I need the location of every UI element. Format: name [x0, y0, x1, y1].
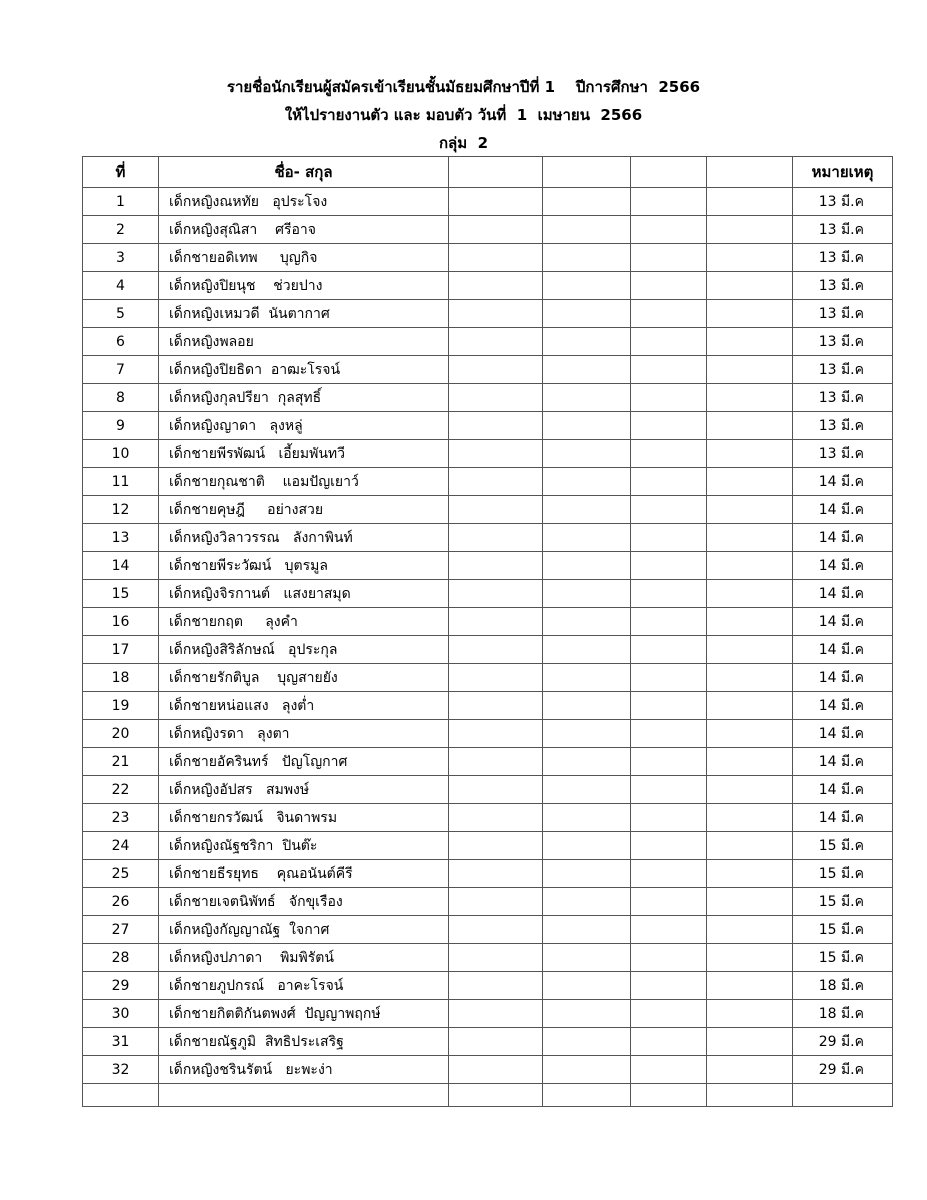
row-name: เด็กชายอดิเทพ บุญกิจ	[159, 244, 449, 272]
row-blank-3	[631, 1056, 707, 1084]
row-number: 25	[83, 860, 159, 888]
table-row	[83, 188, 893, 216]
row-blank-3	[631, 328, 707, 356]
row-blank-1	[449, 216, 543, 244]
row-number: 8	[83, 384, 159, 412]
row-note: 13 มี.ค	[793, 440, 893, 468]
row-name: เด็กหญิงปิยนุช ช่วยปาง	[159, 272, 449, 300]
row-blank-2	[543, 496, 631, 524]
row-blank-1	[449, 608, 543, 636]
row-blank-4	[707, 748, 793, 776]
row-blank-4	[707, 468, 793, 496]
row-name: เด็กหญิงสุณิสา ศรีอาจ	[159, 216, 449, 244]
row-note: 13 มี.ค	[793, 300, 893, 328]
row-number: 32	[83, 1056, 159, 1084]
row-blank-3	[631, 860, 707, 888]
row-blank-1	[449, 916, 543, 944]
table-row	[83, 496, 893, 524]
row-note: 29 มี.ค	[793, 1056, 893, 1084]
row-blank-2	[543, 356, 631, 384]
table-row	[83, 216, 893, 244]
row-name: เด็กหญิงณหทัย อุประโจง	[159, 188, 449, 216]
row-blank-4	[707, 1056, 793, 1084]
row-name: เด็กหญิงปิยธิดา อาฒะโรจน์	[159, 356, 449, 384]
row-name: เด็กหญิงรดา ลุงตา	[159, 720, 449, 748]
row-number: 15	[83, 580, 159, 608]
row-note: 15 มี.ค	[793, 944, 893, 972]
row-blank-2	[543, 888, 631, 916]
table-row-empty	[83, 1084, 893, 1107]
row-note: 14 มี.ค	[793, 580, 893, 608]
row-name: เด็กหญิงกัญญาณัฐ ใจกาศ	[159, 916, 449, 944]
row-blank-3	[631, 776, 707, 804]
row-blank-1	[449, 944, 543, 972]
row-number: 12	[83, 496, 159, 524]
row-blank-3	[631, 748, 707, 776]
row-blank-2	[543, 804, 631, 832]
row-blank-1	[449, 972, 543, 1000]
row-blank-4	[707, 1000, 793, 1028]
row-note: 14 มี.ค	[793, 496, 893, 524]
row-number: 5	[83, 300, 159, 328]
row-blank-3	[631, 888, 707, 916]
row-number: 4	[83, 272, 159, 300]
table-row	[83, 832, 893, 860]
row-blank-3	[631, 972, 707, 1000]
row-blank-3	[631, 692, 707, 720]
row-number: 9	[83, 412, 159, 440]
row-name: เด็กชายอัครินทร์ ปัญโญกาศ	[159, 748, 449, 776]
row-blank-2	[543, 972, 631, 1000]
row-note: 15 มี.ค	[793, 860, 893, 888]
row-number: 3	[83, 244, 159, 272]
empty-cell	[159, 1084, 449, 1107]
row-blank-1	[449, 888, 543, 916]
row-blank-4	[707, 804, 793, 832]
table-row	[83, 328, 893, 356]
row-blank-4	[707, 328, 793, 356]
row-blank-2	[543, 468, 631, 496]
empty-cell	[631, 1084, 707, 1107]
row-blank-1	[449, 1056, 543, 1084]
row-blank-2	[543, 1056, 631, 1084]
row-name: เด็กชายภูปกรณ์ อาคะโรจน์	[159, 972, 449, 1000]
row-blank-4	[707, 776, 793, 804]
row-blank-2	[543, 944, 631, 972]
row-blank-2	[543, 1028, 631, 1056]
header-note: หมายเหตุ	[793, 157, 893, 188]
row-blank-4	[707, 524, 793, 552]
row-blank-4	[707, 496, 793, 524]
row-blank-2	[543, 552, 631, 580]
header-blank-2	[543, 157, 631, 188]
row-blank-4	[707, 860, 793, 888]
row-number: 13	[83, 524, 159, 552]
row-blank-4	[707, 552, 793, 580]
row-blank-4	[707, 356, 793, 384]
row-blank-2	[543, 328, 631, 356]
table-body	[83, 188, 893, 1107]
table-row	[83, 636, 893, 664]
row-number: 26	[83, 888, 159, 916]
row-name: เด็กชายธีรยุทธ คุณอนันต์คีรี	[159, 860, 449, 888]
student-roster-table	[82, 156, 893, 1107]
row-blank-1	[449, 384, 543, 412]
row-blank-1	[449, 496, 543, 524]
row-number: 1	[83, 188, 159, 216]
header-name: ชื่อ- สกุล	[159, 157, 449, 188]
row-blank-1	[449, 188, 543, 216]
table-row	[83, 720, 893, 748]
row-note: 13 มี.ค	[793, 272, 893, 300]
row-blank-3	[631, 188, 707, 216]
row-blank-1	[449, 300, 543, 328]
row-note: 14 มี.ค	[793, 776, 893, 804]
table-row	[83, 300, 893, 328]
row-blank-3	[631, 300, 707, 328]
table-row	[83, 412, 893, 440]
header-blank-1	[449, 157, 543, 188]
row-blank-2	[543, 524, 631, 552]
row-blank-3	[631, 440, 707, 468]
row-blank-4	[707, 664, 793, 692]
row-blank-2	[543, 832, 631, 860]
row-blank-4	[707, 608, 793, 636]
row-number: 21	[83, 748, 159, 776]
table-row	[83, 944, 893, 972]
row-number: 24	[83, 832, 159, 860]
table-row	[83, 1028, 893, 1056]
row-name: เด็กชายคุษฎี อย่างสวย	[159, 496, 449, 524]
row-note: 14 มี.ค	[793, 636, 893, 664]
table-row	[83, 244, 893, 272]
row-blank-3	[631, 244, 707, 272]
row-blank-4	[707, 384, 793, 412]
table-row	[83, 356, 893, 384]
row-note: 13 มี.ค	[793, 328, 893, 356]
row-blank-3	[631, 356, 707, 384]
table-row	[83, 524, 893, 552]
document-title: รายชื่อนักเรียนผู้สมัครเข้าเรียนชั้นมัธยมศึกษาปีที่ 1 ปีการศึกษา 2566	[226, 78, 701, 96]
row-blank-1	[449, 524, 543, 552]
row-blank-4	[707, 1028, 793, 1056]
row-blank-3	[631, 524, 707, 552]
row-blank-3	[631, 412, 707, 440]
row-name: เด็กหญิงกุลปรียา กุลสุทธิ์	[159, 384, 449, 412]
row-blank-3	[631, 636, 707, 664]
row-blank-1	[449, 748, 543, 776]
row-blank-3	[631, 272, 707, 300]
table-row	[83, 272, 893, 300]
row-blank-1	[449, 412, 543, 440]
row-blank-3	[631, 804, 707, 832]
table-row	[83, 1000, 893, 1028]
row-blank-1	[449, 328, 543, 356]
row-number: 31	[83, 1028, 159, 1056]
header-number: ที่	[83, 157, 159, 188]
row-blank-1	[449, 1000, 543, 1028]
row-note: 15 มี.ค	[793, 888, 893, 916]
row-note: 14 มี.ค	[793, 524, 893, 552]
table-row	[83, 608, 893, 636]
row-blank-1	[449, 720, 543, 748]
row-note: 13 มี.ค	[793, 216, 893, 244]
row-blank-2	[543, 1000, 631, 1028]
table-row	[83, 580, 893, 608]
row-blank-3	[631, 1028, 707, 1056]
table-row	[83, 888, 893, 916]
table-row	[83, 860, 893, 888]
row-note: 13 มี.ค	[793, 188, 893, 216]
row-number: 23	[83, 804, 159, 832]
row-blank-2	[543, 748, 631, 776]
row-name: เด็กหญิงณัฐชริกา ปินต๊ะ	[159, 832, 449, 860]
table-row	[83, 748, 893, 776]
row-blank-3	[631, 580, 707, 608]
empty-cell	[449, 1084, 543, 1107]
row-blank-4	[707, 440, 793, 468]
empty-cell	[707, 1084, 793, 1107]
row-blank-2	[543, 916, 631, 944]
row-note: 18 มี.ค	[793, 972, 893, 1000]
row-blank-2	[543, 216, 631, 244]
row-blank-2	[543, 300, 631, 328]
row-blank-3	[631, 608, 707, 636]
table-header-row	[83, 157, 893, 188]
row-note: 14 มี.ค	[793, 664, 893, 692]
row-blank-2	[543, 188, 631, 216]
empty-cell	[543, 1084, 631, 1107]
row-name: เด็กชายกิตติกันตพงศ์ ปัญญาพฤกษ์	[159, 1000, 449, 1028]
row-blank-1	[449, 832, 543, 860]
row-name: เด็กหญิงสิริลักษณ์ อุประกุล	[159, 636, 449, 664]
group-label: กลุ่ม 2	[438, 134, 489, 152]
row-blank-1	[449, 664, 543, 692]
row-blank-4	[707, 692, 793, 720]
row-blank-2	[543, 860, 631, 888]
row-note: 14 มี.ค	[793, 720, 893, 748]
row-name: เด็กชายรักติบูล บุญสายยัง	[159, 664, 449, 692]
row-number: 22	[83, 776, 159, 804]
row-number: 17	[83, 636, 159, 664]
row-name: เด็กชายเจตนิพัทธ์ จักขุเรือง	[159, 888, 449, 916]
row-blank-4	[707, 720, 793, 748]
row-blank-4	[707, 272, 793, 300]
row-blank-4	[707, 832, 793, 860]
row-note: 15 มี.ค	[793, 916, 893, 944]
row-number: 18	[83, 664, 159, 692]
row-blank-4	[707, 300, 793, 328]
header-blank-3	[631, 157, 707, 188]
row-blank-1	[449, 692, 543, 720]
table-row	[83, 468, 893, 496]
row-blank-1	[449, 468, 543, 496]
row-note: 14 มี.ค	[793, 804, 893, 832]
table-row	[83, 972, 893, 1000]
row-blank-3	[631, 468, 707, 496]
row-name: เด็กชายพีระวัฒน์ บุตรมูล	[159, 552, 449, 580]
row-blank-3	[631, 552, 707, 580]
row-blank-1	[449, 272, 543, 300]
row-blank-1	[449, 244, 543, 272]
row-blank-2	[543, 580, 631, 608]
row-blank-4	[707, 412, 793, 440]
table-row	[83, 440, 893, 468]
row-name: เด็กหญิงชรินรัตน์ ยะพะง่า	[159, 1056, 449, 1084]
row-note: 14 มี.ค	[793, 748, 893, 776]
row-name: เด็กหญิงจิรกานต์ แสงยาสมุด	[159, 580, 449, 608]
row-note: 14 มี.ค	[793, 468, 893, 496]
row-name: เด็กหญิงญาดา ลุงหลู่	[159, 412, 449, 440]
row-note: 13 มี.ค	[793, 356, 893, 384]
row-blank-2	[543, 384, 631, 412]
row-blank-2	[543, 244, 631, 272]
row-blank-1	[449, 440, 543, 468]
row-blank-1	[449, 636, 543, 664]
row-number: 6	[83, 328, 159, 356]
row-blank-1	[449, 356, 543, 384]
row-blank-3	[631, 832, 707, 860]
row-blank-3	[631, 916, 707, 944]
table-row	[83, 384, 893, 412]
row-blank-4	[707, 216, 793, 244]
row-blank-4	[707, 244, 793, 272]
row-blank-2	[543, 272, 631, 300]
row-note: 15 มี.ค	[793, 832, 893, 860]
row-number: 29	[83, 972, 159, 1000]
row-blank-3	[631, 1000, 707, 1028]
row-note: 13 มี.ค	[793, 244, 893, 272]
row-name: เด็กหญิงอัปสร สมพงษ์	[159, 776, 449, 804]
row-blank-2	[543, 608, 631, 636]
row-note: 13 มี.ค	[793, 384, 893, 412]
row-number: 10	[83, 440, 159, 468]
row-name: เด็กหญิงวิลาวรรณ ลังกาพินท์	[159, 524, 449, 552]
table-row	[83, 1056, 893, 1084]
row-name: เด็กชายพีรพัฒน์ เอี้ยมพันทวี	[159, 440, 449, 468]
row-name: เด็กหญิงพลอย	[159, 328, 449, 356]
row-note: 18 มี.ค	[793, 1000, 893, 1028]
row-number: 7	[83, 356, 159, 384]
header-blank-4	[707, 157, 793, 188]
row-name: เด็กชายหน่อแสง ลุงต่ำ	[159, 692, 449, 720]
table-row	[83, 776, 893, 804]
row-number: 30	[83, 1000, 159, 1028]
table-row	[83, 692, 893, 720]
table-row	[83, 664, 893, 692]
row-blank-1	[449, 804, 543, 832]
row-blank-3	[631, 216, 707, 244]
row-number: 16	[83, 608, 159, 636]
row-note: 14 มี.ค	[793, 692, 893, 720]
row-number: 20	[83, 720, 159, 748]
row-blank-2	[543, 720, 631, 748]
row-blank-2	[543, 692, 631, 720]
row-blank-4	[707, 580, 793, 608]
row-note: 13 มี.ค	[793, 412, 893, 440]
row-blank-4	[707, 944, 793, 972]
row-name: เด็กหญิงปภาดา พิมพิรัตน์	[159, 944, 449, 972]
row-blank-3	[631, 664, 707, 692]
table-row	[83, 916, 893, 944]
row-note: 14 มี.ค	[793, 552, 893, 580]
row-number: 14	[83, 552, 159, 580]
row-note: 14 มี.ค	[793, 608, 893, 636]
row-name: เด็กชายกุณชาติ แอมปัญเยาว์	[159, 468, 449, 496]
row-blank-4	[707, 972, 793, 1000]
row-number: 2	[83, 216, 159, 244]
row-blank-3	[631, 384, 707, 412]
row-number: 19	[83, 692, 159, 720]
row-blank-4	[707, 188, 793, 216]
row-blank-2	[543, 440, 631, 468]
row-blank-3	[631, 496, 707, 524]
row-note: 29 มี.ค	[793, 1028, 893, 1056]
row-number: 28	[83, 944, 159, 972]
row-name: เด็กชายกฤต ลุงคำ	[159, 608, 449, 636]
row-blank-1	[449, 860, 543, 888]
row-blank-4	[707, 916, 793, 944]
row-blank-2	[543, 776, 631, 804]
row-number: 27	[83, 916, 159, 944]
row-blank-1	[449, 552, 543, 580]
row-number: 11	[83, 468, 159, 496]
row-name: เด็กหญิงเหมวดี นันตากาศ	[159, 300, 449, 328]
row-blank-3	[631, 944, 707, 972]
row-blank-2	[543, 636, 631, 664]
row-blank-1	[449, 1028, 543, 1056]
row-name: เด็กชายณัฐภูมิ สิทธิประเสริฐ	[159, 1028, 449, 1056]
row-blank-3	[631, 720, 707, 748]
empty-cell	[793, 1084, 893, 1107]
row-blank-4	[707, 636, 793, 664]
row-blank-2	[543, 664, 631, 692]
report-date-line: ให้ไปรายงานตัว และ มอบตัว วันที่ 1 เมษายน 2566	[284, 106, 643, 124]
empty-cell	[83, 1084, 159, 1107]
row-name: เด็กชายกรวัฒน์ จินดาพรม	[159, 804, 449, 832]
row-blank-4	[707, 888, 793, 916]
table-row	[83, 552, 893, 580]
row-blank-1	[449, 580, 543, 608]
row-blank-1	[449, 776, 543, 804]
table-row	[83, 804, 893, 832]
row-blank-2	[543, 412, 631, 440]
